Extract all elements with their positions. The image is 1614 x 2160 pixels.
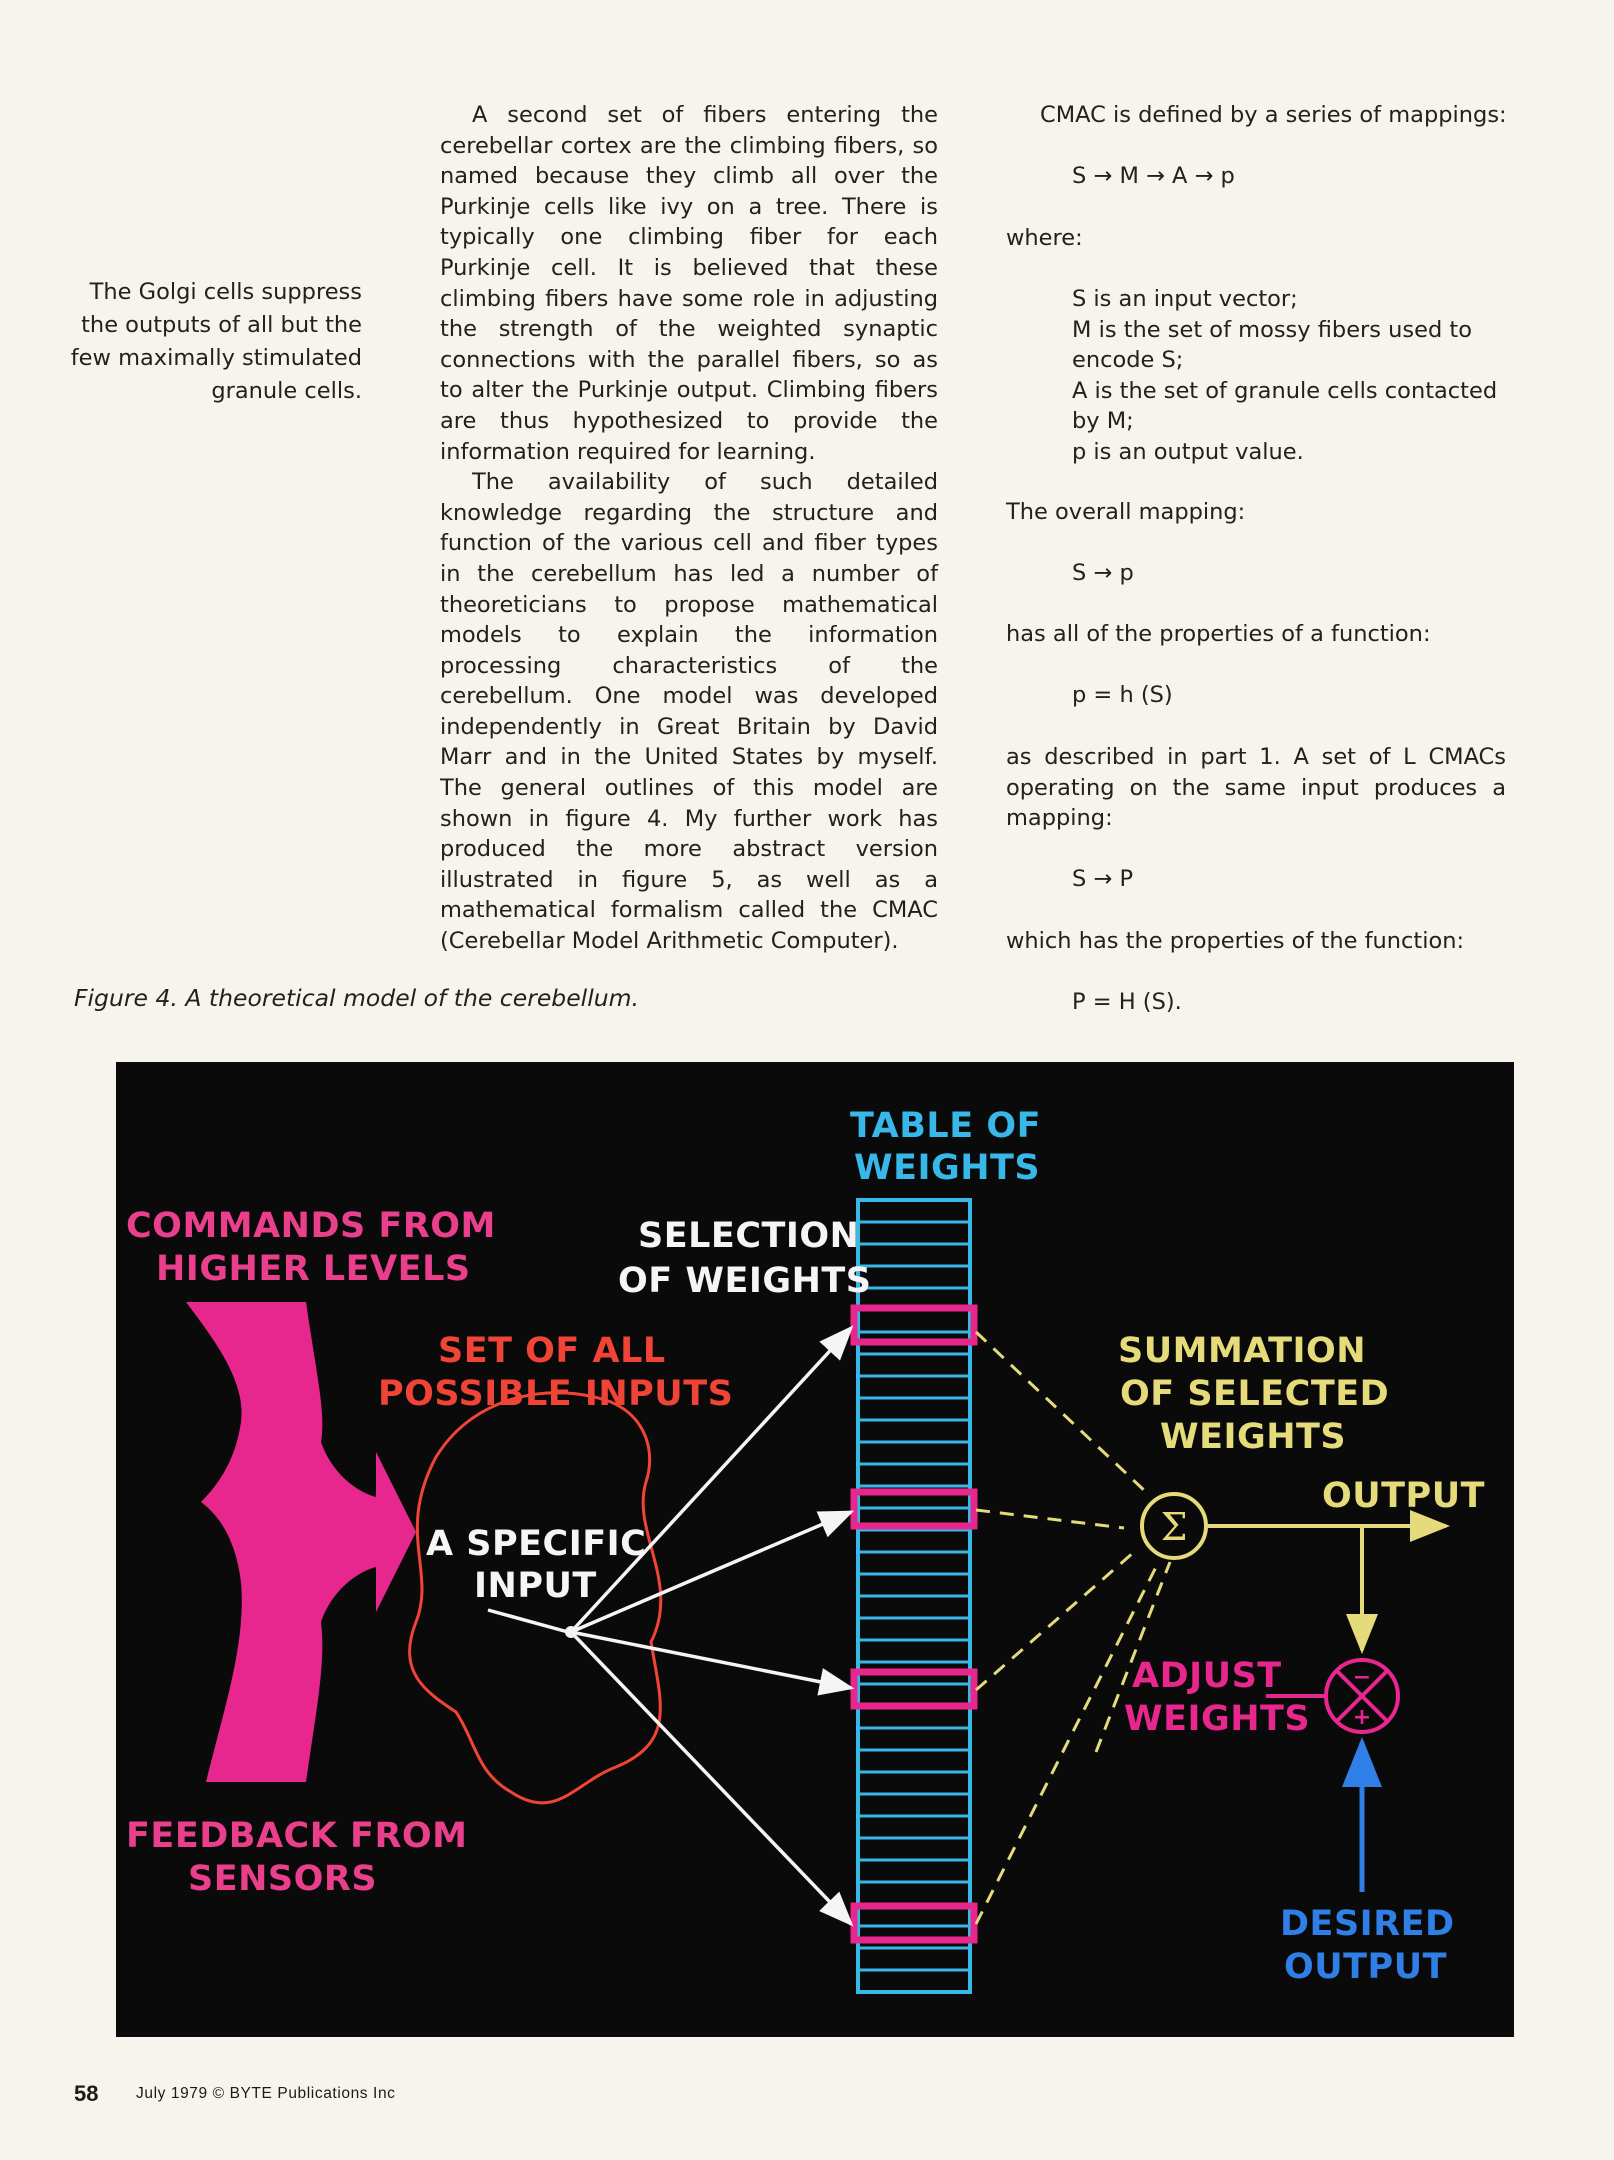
paragraph-climbing-fibers: A second set of fibers entering the cerebellar cortex are the climbing fibers, so named because they climb all over the Purkinje cells like ivy on a tree. There is typically one climbing fiber for each Purkinje cell. It is believed that these climbing fibers have some role in adjusting the strength of the weighted synaptic connections with the parallel fibers, so as to alter the Purkinje output. Climbing fibers are thus hypothesized to provide the information required for learning.: [440, 102, 938, 465]
function-equation: p = h (S): [1072, 682, 1173, 708]
label-feedback-2: SENSORS: [188, 1859, 378, 1899]
label-summation-1: SUMMATION: [1118, 1331, 1367, 1371]
label-desired-2: OUTPUT: [1284, 1947, 1447, 1987]
pull-quote: The Golgi cells suppress the outputs of all but the few maximally stimulated granule cells.: [70, 279, 362, 404]
selected-weight-3: [854, 1672, 974, 1706]
label-selection-1: SELECTION: [638, 1216, 860, 1256]
specific-input-point: [565, 1626, 577, 1638]
definition-list: [1072, 284, 1516, 468]
comparator-plus: +: [1352, 1705, 1372, 1730]
definition-p: p is an output value.: [1072, 438, 1304, 465]
definition-a: A is the set of granule cells contacted by M;: [1072, 377, 1498, 435]
mapping-s-p: S → p: [1072, 560, 1134, 586]
specific-input-pointer: [488, 1610, 568, 1632]
input-arrow-3: [571, 1632, 851, 1688]
label-feedback-1: FEEDBACK FROM: [126, 1816, 468, 1856]
cmac-intro: CMAC is defined by a series of mappings:: [1040, 102, 1507, 128]
label-adjust-2: WEIGHTS: [1124, 1699, 1311, 1739]
label-desired-1: DESIRED: [1280, 1904, 1455, 1944]
label-commands-1: COMMANDS FROM: [126, 1206, 496, 1246]
label-specific-1: A SPECIFIC: [426, 1524, 647, 1564]
paragraph-models: The availability of such detailed knowledge regarding the structure and function of the various cell and fiber types in the cerebellum has led a number of theoreticians to propose mathematical models to explain the information processing characteristics of the cerebellum. One model was developed independently in Great Britain by David Marr and in the United States by myself. The general outlines of this model are shown in figure 4. My further work has produced the more abstract version illustrated in figure 5, as well as a mathematical formalism called the CMAC (Cerebellar Model Arithmetic Computer).: [440, 469, 938, 955]
sum-line-2: [976, 1510, 1124, 1528]
function-text-2: which has the properties of the function:: [1006, 928, 1465, 954]
label-commands-2: HIGHER LEVELS: [156, 1249, 471, 1289]
definition-s: S is an input vector;: [1072, 286, 1298, 312]
weight-rows: [858, 1222, 970, 1970]
definition-m: M is the set of mossy fibers used to encode S;: [1072, 316, 1473, 374]
label-set-inputs-2: POSSIBLE INPUTS: [378, 1374, 734, 1414]
sum-line-3: [976, 1552, 1134, 1690]
sum-line-4: [976, 1567, 1156, 1924]
input-arrow-4: [571, 1632, 851, 1924]
where-label: where:: [1006, 225, 1083, 251]
mapping-S-P: S → P: [1072, 866, 1134, 892]
label-specific-2: INPUT: [474, 1566, 597, 1606]
sigma-symbol: Σ: [1160, 1505, 1188, 1549]
label-set-inputs-1: SET OF ALL: [438, 1331, 666, 1371]
selected-weight-4: [854, 1906, 974, 1940]
label-selection-2: OF WEIGHTS: [618, 1261, 872, 1301]
overall-mapping-label: The overall mapping:: [1006, 499, 1246, 525]
function-text: has all of the properties of a function:: [1006, 621, 1431, 647]
label-output: OUTPUT: [1322, 1476, 1485, 1516]
label-table-of-weights-2: WEIGHTS: [854, 1148, 1041, 1188]
body-column-middle: [440, 100, 938, 957]
label-summation-3: WEIGHTS: [1160, 1417, 1347, 1457]
label-adjust-1: ADJUST: [1132, 1656, 1282, 1696]
footer-credit: July 1979 © BYTE Publications Inc: [136, 2085, 396, 2102]
label-summation-2: OF SELECTED: [1120, 1374, 1390, 1414]
label-table-of-weights-1: TABLE OF: [850, 1106, 1041, 1146]
figure-4-diagram: [116, 1062, 1514, 2037]
comparator-minus: −: [1352, 1665, 1372, 1690]
cerebellum-model-svg: [116, 1062, 1514, 2037]
mapping-chain: S → M → A → p: [1072, 163, 1235, 189]
lcmac-paragraph: as described in part 1. A set of L CMACs operating on the same input produces a mapping:: [1006, 744, 1506, 832]
function-equation-2: P = H (S).: [1072, 989, 1182, 1015]
figure-caption: Figure 4. A theoretical model of the cerebellum.: [74, 984, 639, 1012]
page-number: 58: [74, 2081, 99, 2106]
selected-weight-1: [854, 1308, 974, 1342]
